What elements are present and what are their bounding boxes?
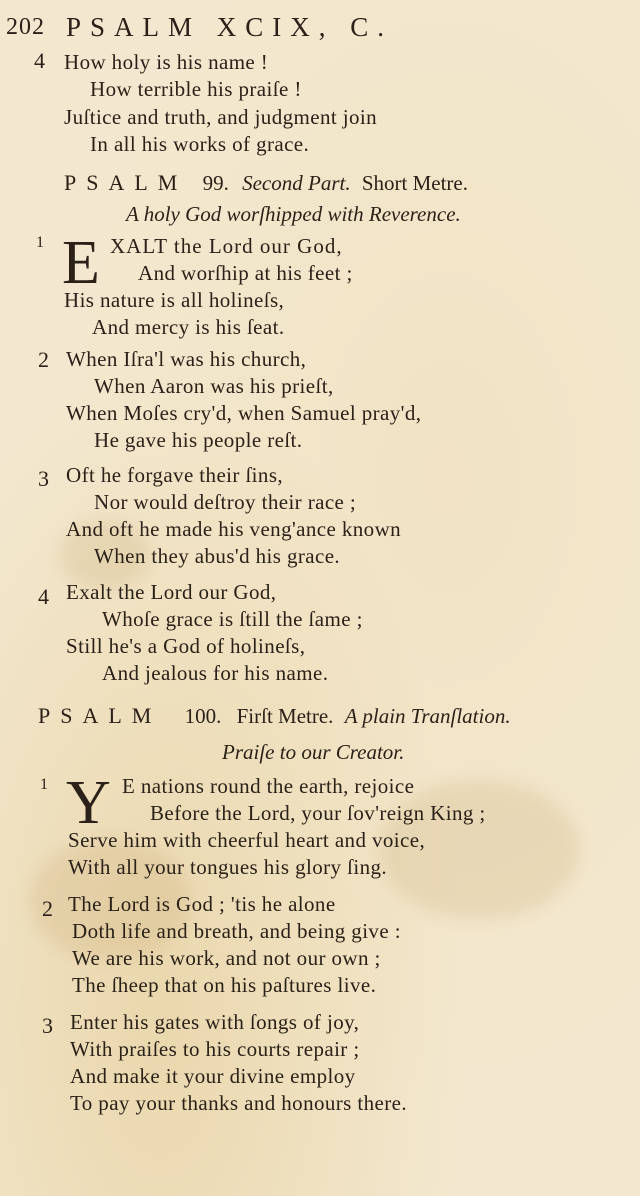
psalm-subtitle: A holy God worſhipped with Reverence. [126,202,461,226]
verse-line: How holy is his name ! [64,50,269,74]
verse-line: Juſtice and truth, and judgment join [64,105,378,129]
verse-line: When Aaron was his prieſt, [94,374,334,398]
verse-line: We are his work, and not our own ; [72,946,381,970]
running-title: PSALM XCIX, C. [66,12,394,42]
verse-line: And jealous for his name. [102,661,329,685]
heading-note: A plain Tranſlation. [344,704,511,728]
drop-cap: E [62,229,100,297]
verse-line: E nations round the earth, rejoice [122,774,415,798]
verse-number: 4 [38,584,49,609]
verse-line: Whoſe grace is ſtill the ſame ; [102,607,363,631]
verse-number: 3 [42,1013,53,1038]
verse-line: How terrible his praiſe ! [90,77,302,101]
drop-cap: Y [66,769,111,837]
psalm-heading [64,170,468,196]
verse-line: Enter his gates with ſongs of joy, [70,1010,360,1034]
verse-number: 3 [38,466,49,491]
psalm-heading [38,703,511,729]
verse-line: When they abus'd his grace. [94,544,341,568]
verse-line: Serve him with cheerful heart and voice, [68,828,426,852]
verse-line: With all your tongues his glory ſing. [68,855,388,879]
verse-line: In all his works of grace. [90,132,310,156]
heading-psalm-number: 100. [184,704,222,728]
verse-line: Before the Lord, your ſov'reign King ; [150,801,486,825]
verse-line: When Iſra'l was his church, [66,347,307,371]
verse-line: And mercy is his ſeat. [92,315,285,339]
heading-metre: Firſt Metre. [236,704,334,728]
verse-number: 1 [40,776,48,793]
verse-line: To pay your thanks and honours there. [70,1091,408,1115]
verse-line: His nature is all holineſs, [64,288,285,312]
verse-line: The ſheep that on his paſtures live. [72,973,377,997]
verse-line: And make it your divine employ [70,1064,356,1088]
verse-line: The Lord is God ; 'tis he alone [68,892,336,916]
heading-metre: Short Metre. [361,171,468,195]
verse-number: 1 [36,234,44,251]
verse-line: With praiſes to his courts repair ; [70,1037,360,1061]
heading-psalm-word: PSALM [64,170,188,195]
verse-number: 2 [42,896,53,921]
verse-line: Doth life and breath, and being give : [72,919,401,943]
verse-line: Exalt the Lord our God, [66,580,277,604]
verse-line: And worſhip at his feet ; [138,261,353,285]
verse-line: And oft he made his veng'ance known [66,517,402,541]
verse-line: Still he's a God of holineſs, [66,634,306,658]
verse-line: When Moſes cry'd, when Samuel pray'd, [66,401,422,425]
page-number: 202 [6,14,45,40]
verse-number: 4 [34,48,45,73]
verse-line: He gave his people reſt. [94,428,303,452]
heading-psalm-number: 99. [202,171,229,195]
heading-psalm-word: PSALM [38,703,162,728]
verse-line: Nor would deſtroy their race ; [94,490,357,514]
verse-number: 2 [38,347,49,372]
verse-line: Oft he forgave their ſins, [66,463,284,487]
page-header [0,14,640,48]
verse-line: XALT the Lord our God, [110,234,343,258]
psalm-subtitle: Praiſe to our Creator. [222,740,405,764]
heading-part: Second Part. [242,171,351,195]
